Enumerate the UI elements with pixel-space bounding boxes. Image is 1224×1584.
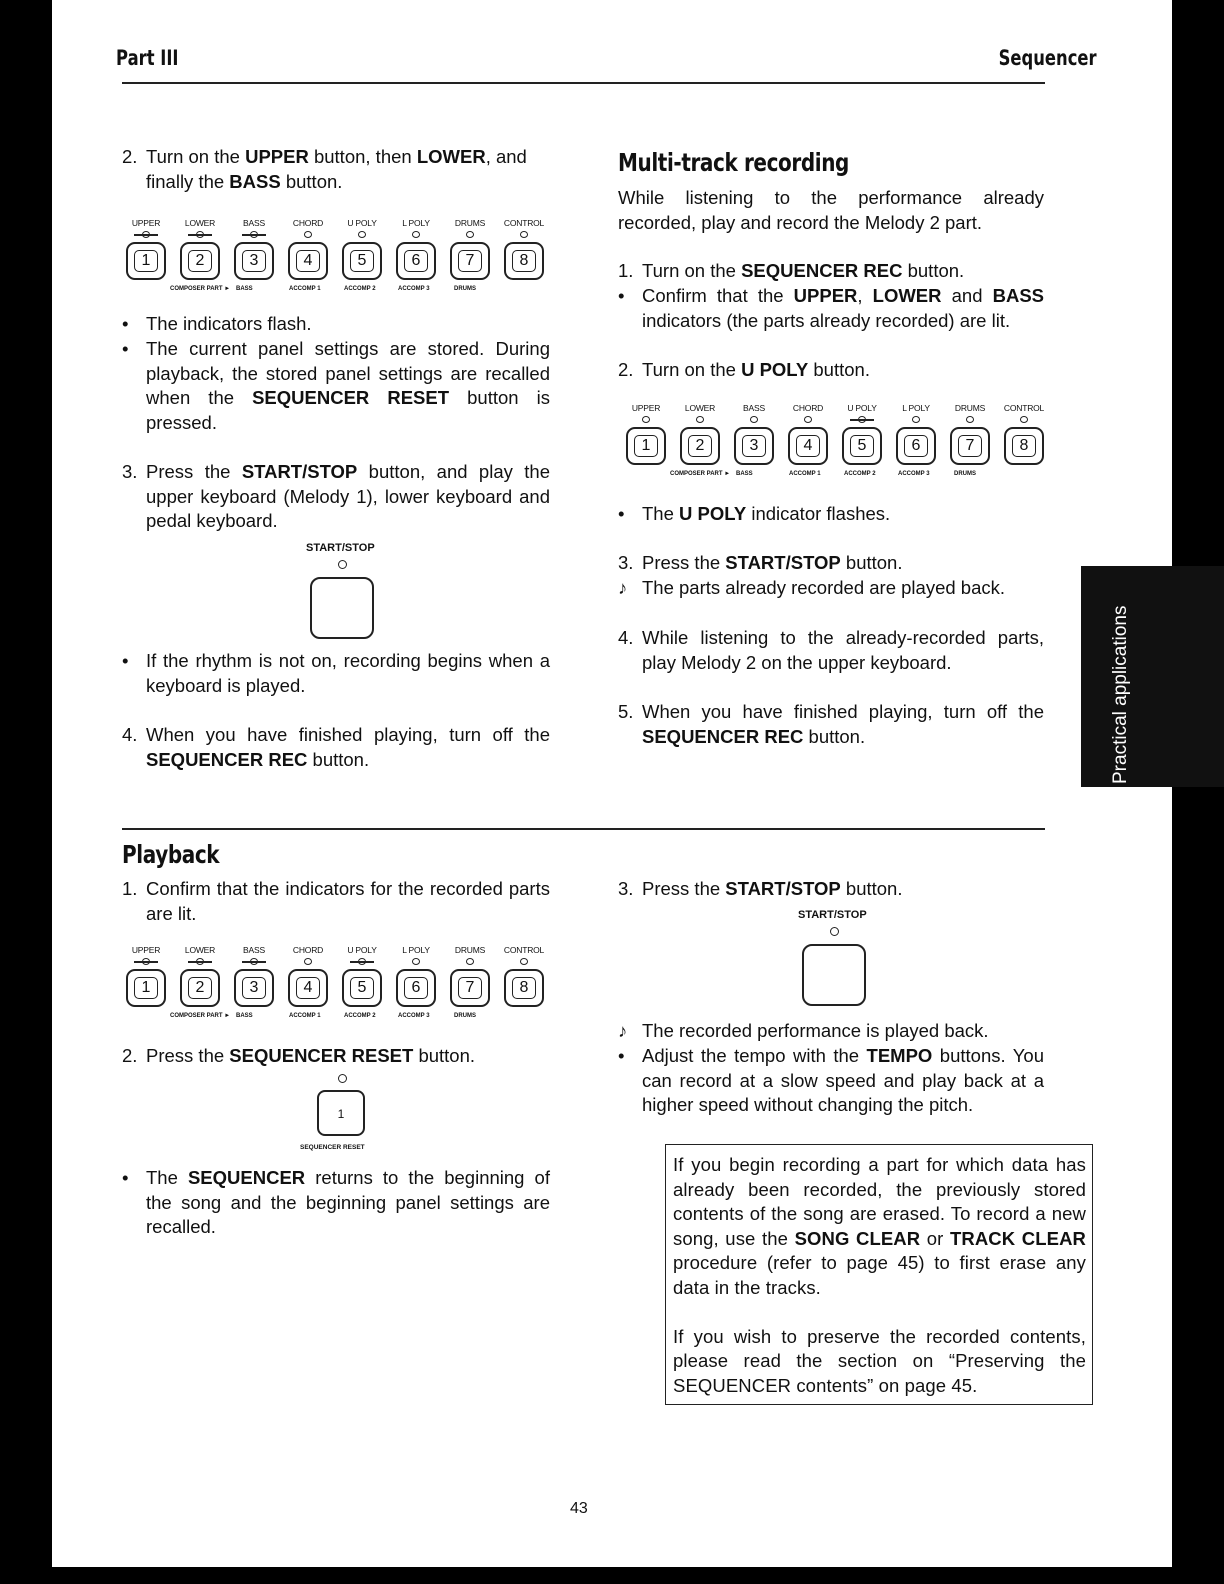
panel-button-4[interactable] <box>788 427 828 465</box>
mt-step-4: 4. While listening to the already-recorded parts, play Melody 2 on the upper keyboard. <box>618 627 1044 673</box>
panel-button-number: 7 <box>958 435 982 457</box>
pb-step-2: 2. Press the SEQUENCER RESET button. <box>122 1045 476 1066</box>
note-icon: ♪ <box>618 1020 628 1041</box>
panel-label-6: L POLY <box>402 218 430 228</box>
panel-button-1[interactable] <box>626 427 666 465</box>
header-rule <box>122 82 1045 84</box>
side-tab <box>1081 566 1224 787</box>
panel-label-1: UPPER <box>631 403 661 413</box>
panel-sub-label: ACCOMP 2 <box>344 286 376 292</box>
indicator-led-6 <box>412 231 420 238</box>
indicator-led-2 <box>696 416 704 423</box>
panel-button-4[interactable] <box>288 242 328 280</box>
panel-button-6[interactable] <box>396 969 436 1007</box>
start-stop-button-2[interactable] <box>802 944 866 1006</box>
panel-label-8: CONTROL <box>503 218 545 228</box>
mt-bullet-2: • The U POLY indicator flashes. <box>618 503 891 524</box>
panel-sub-label: COMPOSER PART ► <box>670 471 731 477</box>
panel-label-2: LOWER <box>684 403 716 413</box>
panel-label-1: UPPER <box>131 218 161 228</box>
indicator-led-1 <box>642 416 650 423</box>
left-step-4: 4. When you have finished playing, turn off the SEQUENCER REC button. <box>122 724 550 770</box>
panel-button-8[interactable] <box>504 969 544 1007</box>
panel-button-number: 4 <box>296 977 320 999</box>
panel-button-number: 2 <box>688 435 712 457</box>
panel-button-2[interactable] <box>180 242 220 280</box>
indicator-lit-mark <box>134 961 158 963</box>
reset-label: SEQUENCER RESET <box>300 1144 365 1151</box>
panel-button-number: 3 <box>742 435 766 457</box>
panel-button-number: 7 <box>458 977 482 999</box>
panel-button-2[interactable] <box>680 427 720 465</box>
panel-sub-label: BASS <box>236 1013 253 1019</box>
panel-button-7[interactable] <box>450 242 490 280</box>
panel-sub-label: DRUMS <box>454 1013 476 1019</box>
pb-bullet-2: • Adjust the tempo with the TEMPO buttons. You can record at a slow speed and play back at a higher speed without changing the pitch. <box>618 1045 1044 1116</box>
mt-step-2: 2. Turn on the U POLY button. <box>618 359 870 380</box>
panel-button-number: 8 <box>512 977 536 999</box>
panel-button-number: 6 <box>404 250 428 272</box>
panel-button-number: 1 <box>134 250 158 272</box>
panel-button-5[interactable] <box>342 242 382 280</box>
indicator-led-8 <box>520 231 528 238</box>
mt-step-3: 3. Press the START/STOP button. <box>618 552 903 573</box>
mt-step-5: 5. When you have finished playing, turn off the SEQUENCER REC button. <box>618 701 1044 747</box>
indicator-led-8 <box>1020 416 1028 423</box>
panel-label-8: CONTROL <box>503 945 545 955</box>
panel-button-7[interactable] <box>950 427 990 465</box>
indicator-led-7 <box>466 958 474 965</box>
panel-button-number: 1 <box>134 977 158 999</box>
panel-button-number: 5 <box>850 435 874 457</box>
section-rule <box>122 828 1045 830</box>
indicator-led-4 <box>304 958 312 965</box>
panel-sub-label: ACCOMP 2 <box>344 1013 376 1019</box>
indicator-led-6 <box>412 958 420 965</box>
multitrack-intro: While listening to the performance already recorded, play and record the Melody 2 part. <box>618 187 1044 233</box>
panel-button-number: 2 <box>188 977 212 999</box>
note-para-2: If you wish to preserve the recorded contents, please read the section on “Preserving the SEQUENCER contents” on page 45. <box>673 1325 1086 1396</box>
left-bullet-3: • If the rhythm is not on, recording begins when a keyboard is played. <box>122 650 550 696</box>
start-stop-led-2 <box>830 927 839 936</box>
panel-label-6: L POLY <box>902 403 930 413</box>
panel-button-2[interactable] <box>180 969 220 1007</box>
panel-label-1: UPPER <box>131 945 161 955</box>
left-step-2: 2. Turn on the UPPER button, then LOWER, and finally the BASS button. <box>122 146 527 192</box>
panel-button-number: 6 <box>404 977 428 999</box>
header-part: Part III <box>116 46 179 70</box>
panel-button-6[interactable] <box>396 242 436 280</box>
panel-label-4: CHORD <box>292 945 324 955</box>
panel-sub-label: COMPOSER PART ► <box>170 286 231 292</box>
panel-label-7: DRUMS <box>454 945 486 955</box>
panel-button-8[interactable] <box>504 242 544 280</box>
pb-bullet-1: • The SEQUENCER returns to the beginning of the song and the beginning panel settings are recalled. <box>122 1167 550 1238</box>
panel-sub-label: ACCOMP 3 <box>398 1013 430 1019</box>
panel-label-2: LOWER <box>184 945 216 955</box>
panel-sub-label: BASS <box>236 286 253 292</box>
panel-label-8: CONTROL <box>1003 403 1045 413</box>
panel-button-1[interactable] <box>126 969 166 1007</box>
indicator-led-7 <box>966 416 974 423</box>
panel-sub-label: ACCOMP 2 <box>844 471 876 477</box>
start-stop-label-2: START/STOP <box>798 909 867 921</box>
side-tab-label: Practical applications <box>1110 605 1131 784</box>
panel-button-number: 6 <box>904 435 928 457</box>
panel-button-number: 7 <box>458 250 482 272</box>
left-step-3: 3. Press the START/STOP button, and play the upper keyboard (Melody 1), lower keyboard and pedal keyboard. <box>122 461 550 532</box>
panel-sub-label: DRUMS <box>954 471 976 477</box>
panel-label-5: U POLY <box>347 945 377 955</box>
panel-button-4[interactable] <box>288 969 328 1007</box>
panel-label-4: CHORD <box>792 403 824 413</box>
panel-label-3: BASS <box>243 218 265 228</box>
panel-button-6[interactable] <box>896 427 936 465</box>
panel-button-8[interactable] <box>1004 427 1044 465</box>
panel-button-number: 5 <box>350 250 374 272</box>
pb-step-1: 1. Confirm that the indicators for the recorded parts are lit. <box>122 878 550 924</box>
mt-step-1: 1. Turn on the SEQUENCER REC button. <box>618 260 965 281</box>
pb-note-1: ♪ The recorded performance is played back. <box>618 1019 1044 1044</box>
panel-label-6: L POLY <box>402 945 430 955</box>
panel-button-number: 2 <box>188 250 212 272</box>
panel-button-3[interactable] <box>234 969 274 1007</box>
panel-sub-label: BASS <box>736 471 753 477</box>
panel-label-3: BASS <box>743 403 765 413</box>
indicator-led-6 <box>912 416 920 423</box>
indicator-led-7 <box>466 231 474 238</box>
panel-button-number: 4 <box>296 250 320 272</box>
panel-button-number: 3 <box>242 250 266 272</box>
indicator-led-8 <box>520 958 528 965</box>
panel-sub-label: ACCOMP 1 <box>789 471 821 477</box>
indicator-lit-mark <box>350 961 374 963</box>
left-bullet-1: • The indicators flash. <box>122 313 312 334</box>
panel-button-3[interactable] <box>234 242 274 280</box>
indicator-lit-mark <box>850 419 874 421</box>
panel-sub-label: ACCOMP 3 <box>398 286 430 292</box>
panel-button-number: 3 <box>242 977 266 999</box>
note-box <box>665 1144 1093 1405</box>
indicator-led-3 <box>750 416 758 423</box>
indicator-lit-mark <box>188 961 212 963</box>
multitrack-title: Multi-track recording <box>618 148 849 177</box>
page-number: 43 <box>570 1500 588 1517</box>
panel-button-number: 5 <box>350 977 374 999</box>
sequencer-reset-button[interactable]: 1 <box>317 1090 365 1136</box>
indicator-lit-mark <box>242 234 266 236</box>
panel-sub-label: ACCOMP 1 <box>289 286 321 292</box>
panel-button-number: 4 <box>796 435 820 457</box>
indicator-led-5 <box>358 231 366 238</box>
panel-label-7: DRUMS <box>454 218 486 228</box>
panel-label-4: CHORD <box>292 218 324 228</box>
panel-button-5[interactable] <box>342 969 382 1007</box>
header-section: Sequencer <box>999 46 1097 70</box>
start-stop-button[interactable] <box>310 577 374 639</box>
panel-button-1[interactable] <box>126 242 166 280</box>
note-para-1: If you begin recording a part for which data has already been recorded, the previously stored contents of the song are erased. To record a new song, use the SONG CLEAR or TRACK CLEAR procedure (refer to page 45) to first erase any data in the tracks. <box>673 1154 1086 1298</box>
panel-button-number: 8 <box>1012 435 1036 457</box>
panel-label-5: U POLY <box>347 218 377 228</box>
panel-label-5: U POLY <box>847 403 877 413</box>
playback-title: Playback <box>122 840 220 869</box>
left-bullet-2: • The current panel settings are stored. During playback, the stored panel settings are recalled when the SEQUENCER RESET button is pressed. <box>122 338 550 433</box>
panel-button-7[interactable] <box>450 969 490 1007</box>
indicator-lit-mark <box>134 234 158 236</box>
panel-label-2: LOWER <box>184 218 216 228</box>
panel-button-3[interactable] <box>734 427 774 465</box>
mt-bullet-1: • Confirm that the UPPER, LOWER and BASS indicators (the parts already recorded) are lit. <box>618 285 1044 331</box>
mt-note-3: ♪ The parts already recorded are played back. <box>618 576 1044 601</box>
panel-label-7: DRUMS <box>954 403 986 413</box>
panel-sub-label: COMPOSER PART ► <box>170 1013 231 1019</box>
panel-label-3: BASS <box>243 945 265 955</box>
reset-led <box>338 1074 347 1083</box>
start-stop-label: START/STOP <box>306 542 375 554</box>
manual-page <box>52 0 1172 1567</box>
panel-sub-label: ACCOMP 3 <box>898 471 930 477</box>
indicator-lit-mark <box>242 961 266 963</box>
indicator-led-4 <box>304 231 312 238</box>
panel-button-number: 8 <box>512 250 536 272</box>
panel-sub-label: DRUMS <box>454 286 476 292</box>
panel-button-5[interactable] <box>842 427 882 465</box>
panel-button-number: 1 <box>634 435 658 457</box>
pb-step-3: 3. Press the START/STOP button. <box>618 878 903 899</box>
panel-sub-label: ACCOMP 1 <box>289 1013 321 1019</box>
indicator-led-4 <box>804 416 812 423</box>
indicator-lit-mark <box>188 234 212 236</box>
note-icon: ♪ <box>618 577 628 598</box>
start-stop-led <box>338 560 347 569</box>
